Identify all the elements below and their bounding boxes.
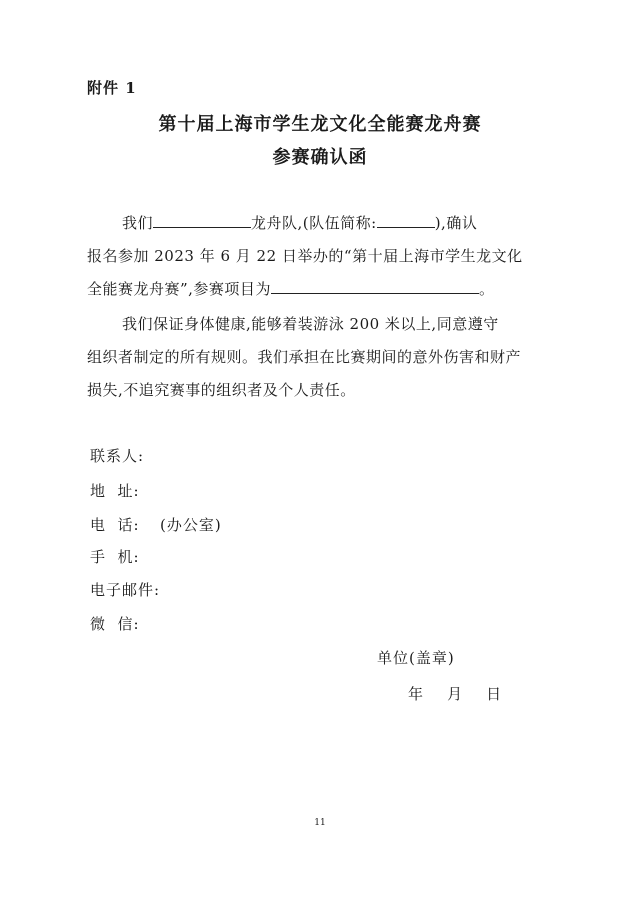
- document-subtitle: 参赛确认函: [272, 147, 368, 168]
- team-short-name-blank: [377, 212, 435, 228]
- paragraph1-line3: [87, 278, 557, 299]
- paragraph2-line2: 组织者制定的所有规则。我们承担在比赛期间的意外伤害和财产: [87, 348, 522, 366]
- paragraph2-line3: 损失,不追究赛事的组织者及个人责任。: [87, 381, 356, 399]
- document-title: 第十届上海市学生龙文化全能赛龙舟赛: [158, 114, 482, 135]
- email-field-label: 电子邮件:: [90, 581, 161, 599]
- paragraph2-line1: 我们保证身体健康,能够着装游泳 200 米以上,同意遵守: [122, 315, 499, 333]
- p1-confirm-text: ),确认: [434, 214, 478, 232]
- paragraph1-line2: 报名参加 2023 年 6 月 22 日举办的“第十届上海市学生龙文化: [87, 247, 523, 265]
- mobile-field-label: 手 机:: [90, 548, 140, 566]
- address-field-label: 地 址:: [90, 482, 140, 500]
- p1-team-text: 龙舟队,(队伍简称:: [251, 214, 377, 232]
- unit-seal-label: 单位(盖章): [377, 649, 455, 667]
- event-item-blank: [271, 278, 479, 294]
- phone-office-note: (办公室): [160, 516, 222, 534]
- date-label: 年 月 日: [408, 685, 503, 703]
- p1-we-text: 我们: [122, 214, 154, 232]
- wechat-field-label: 微 信:: [90, 615, 140, 633]
- p1-period: 。: [478, 280, 495, 298]
- phone-field-label: 电 话:: [90, 516, 140, 534]
- team-name-blank: [153, 212, 251, 228]
- page-number: 11: [314, 818, 326, 828]
- p1-event-text: 全能赛龙舟赛”,参赛项目为: [87, 280, 271, 298]
- attachment-label: 附件 1: [87, 79, 137, 97]
- paragraph1-line1: [122, 212, 592, 233]
- contact-field-label: 联系人:: [90, 447, 145, 465]
